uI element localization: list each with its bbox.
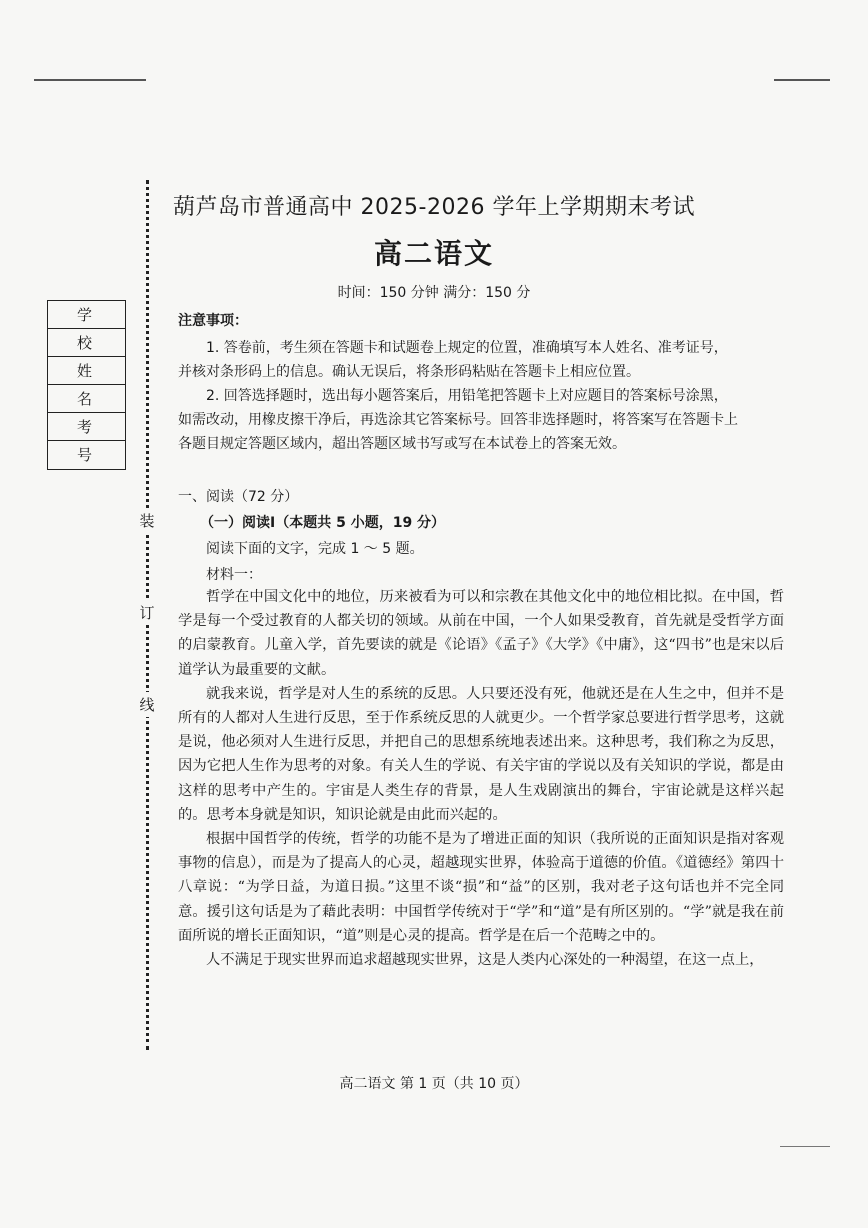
notice-item-1-line-1: 1. 答卷前，考生须在答题卡和试题卷上规定的位置，准确填写本人姓名、准考证号， xyxy=(206,340,728,356)
notice-item-2-line-3: 各题目规定答题区域内，超出答题区域书写或写在本试卷上的答案无效。 xyxy=(178,436,626,452)
notice-item-2-line-1: 2. 回答选择题时，选出每小题答案后，用铅笔把答题卡上对应题目的答案标号涂黑， xyxy=(206,388,728,404)
student-info-box xyxy=(47,300,126,470)
subject-title: 高二语文 xyxy=(373,237,494,270)
notice-item-1-line-2: 并核对条形码上的信息。确认无误后，将条形码粘贴在答题卡上相应位置。 xyxy=(178,364,640,380)
binding-char-ding: 订 xyxy=(138,600,156,625)
notice-item-2-line-2: 如需改动，用橡皮擦干净后，再选涂其它答案标号。回答非选择题时，将答案写在答题卡上 xyxy=(178,412,738,428)
name-label: 姓 名 xyxy=(48,357,125,385)
instruction-text: 阅读下面的文字，完成 1 ～ 5 题。 xyxy=(206,541,424,557)
exam-title: 葫芦岛市普通高中 2025-2026 学年上学期期末考试 xyxy=(173,195,695,220)
binding-char-xian: 线 xyxy=(138,692,156,717)
passage-paragraph: 根据中国哲学的传统，哲学的功能不是为了增进正面的知识（我所说的正面知识是指对客观事物的信息），而是为了提高人的心灵，超越现实世界，体验高于道德的价值。《道德经》第四十八章说：“为学日益，为道日损。”这里不谈“损”和“益”的区别，我对老子这句话也并不完全同意。援引这句话是为了藉此表明：中国哲学传统对于“学”和“道”是有所区别的。“学”就是我在前面所说的增长正面知识，“道”则是心灵的提高。哲学是在后一个范畴之中的。 xyxy=(178,831,784,944)
exam-meta: 时间：150 分钟 满分：150 分 xyxy=(337,285,531,301)
passage-paragraph: 人不满足于现实世界而追求超越现实世界，这是人类内心深处的一种渴望，在这一点上， xyxy=(206,952,764,969)
school-label: 学 校 xyxy=(48,301,125,329)
scan-edge-line xyxy=(774,79,830,81)
reading-passage xyxy=(178,585,784,972)
section-heading: 一、阅读（72 分） xyxy=(178,489,299,505)
passage-paragraph: 就我来说，哲学是对人生的系统的反思。人只要还没有死，他就还是在人生之中，但并不是所有的人都对人生进行反思，至于作系统反思的人就更少。一个哲学家总要进行哲学思考，这就是说，他必须对人生进行反思，并把自己的思想系统地表述出来。这种思考，我们称之为反思，因为它把人生作为思考的对象。有关人生的学说、有关宇宙的学说以及有关知识的学说，都是由这样的思考中产生的。宇宙是人类生存的背景，是人生戏剧演出的舞台，宇宙论就是这样兴起的。思考本身就是知识，知识论就是由此而兴起的。 xyxy=(178,685,784,823)
passage-paragraph: 哲学在中国文化中的地位，历来被看为可以和宗教在其他文化中的地位相比拟。在中国，哲学是每一个受过教育的人都关切的领域。从前在中国，一个人如果受教育，首先就是受哲学方面的启蒙教育。儿童入学，首先要读的就是《论语》《孟子》《大学》《中庸》，这“四书”也是宋以后道学认为最重要的文献。 xyxy=(178,589,784,678)
scan-edge-line xyxy=(780,1146,830,1147)
page-footer: 高二语文 第 1 页（共 10 页） xyxy=(339,1076,529,1092)
notice-heading: 注意事项： xyxy=(178,313,248,329)
subsection-heading: （一）阅读Ⅰ（本题共 5 小题，19 分） xyxy=(200,515,446,531)
scan-edge-line xyxy=(34,79,146,81)
material-label: 材料一： xyxy=(206,567,262,583)
binding-char-zhuang: 装 xyxy=(138,508,156,533)
notice-list xyxy=(178,336,778,456)
exam-number-label: 考 号 xyxy=(48,413,125,441)
